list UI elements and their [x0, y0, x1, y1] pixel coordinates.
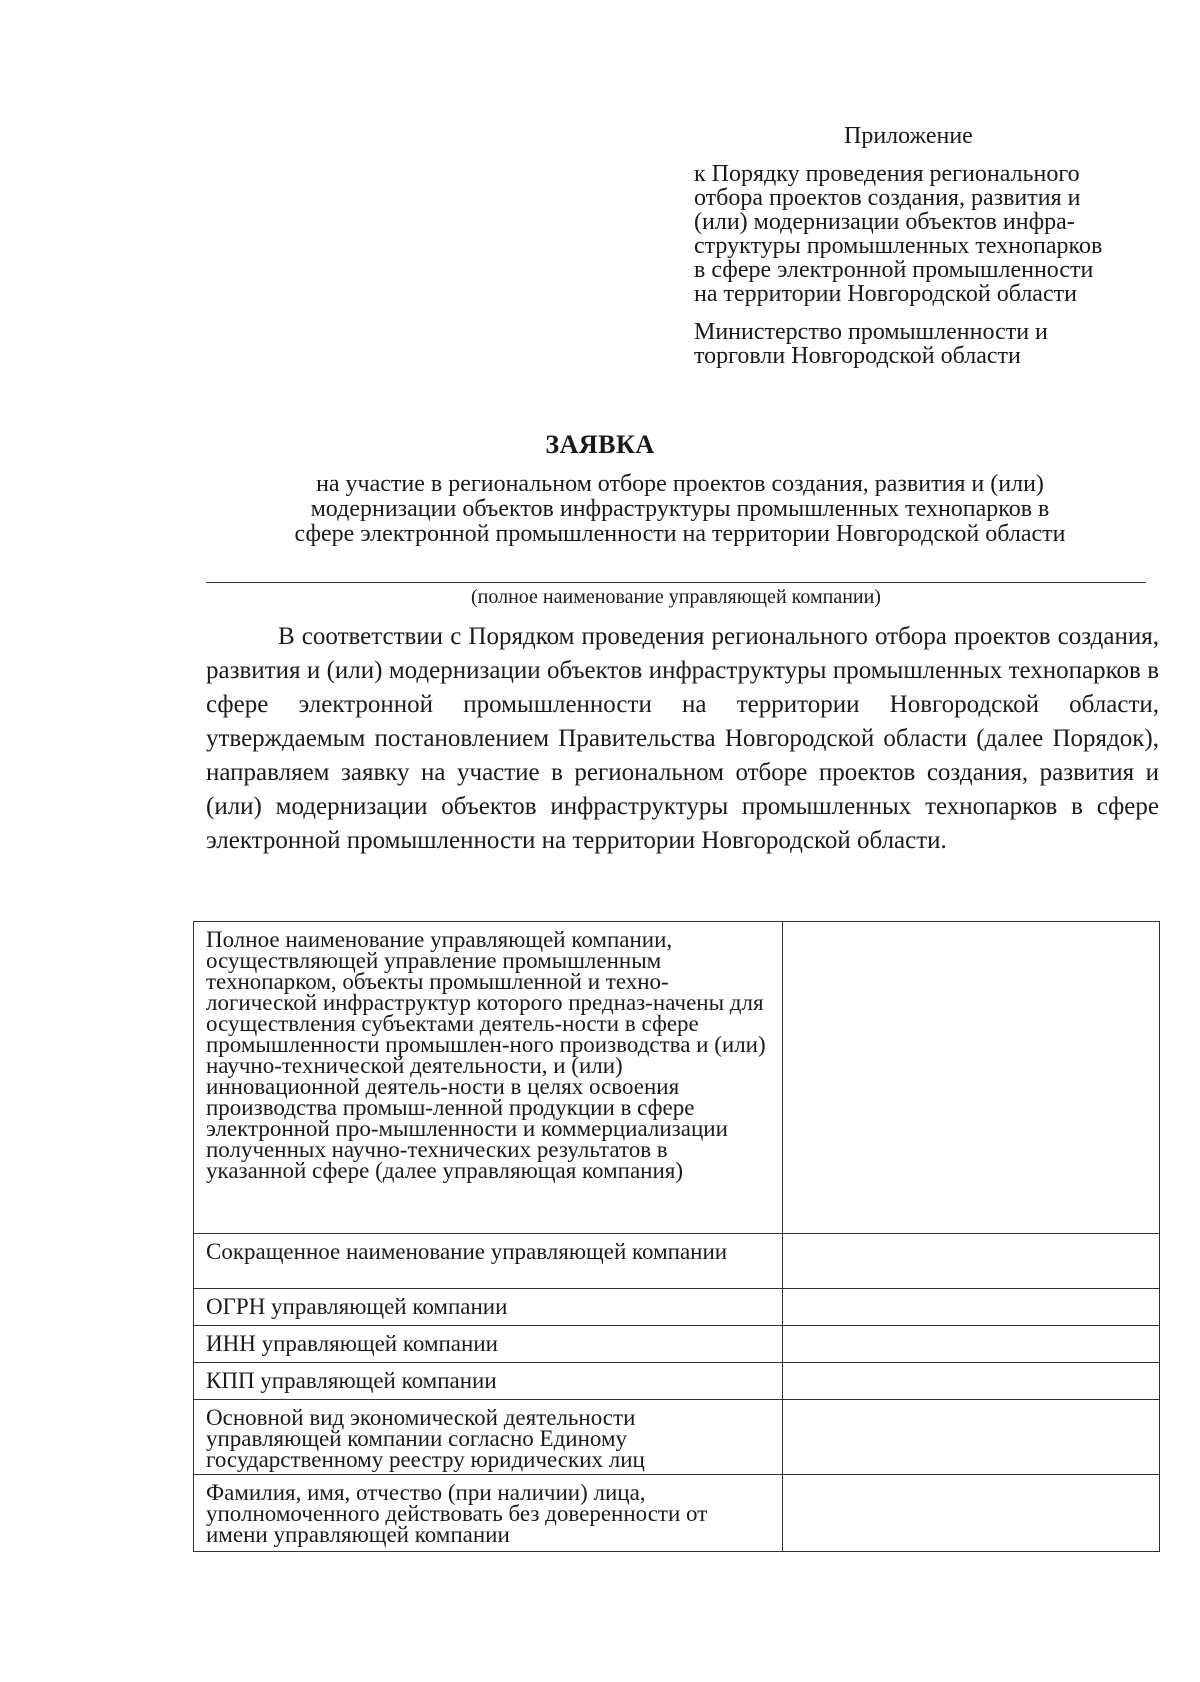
table-row	[194, 1475, 1160, 1552]
document-title: ЗАЯВКА	[545, 430, 655, 459]
row-label-short-name: Сокращенное наименование управляющей компании	[194, 1234, 783, 1289]
row-value-ogrn[interactable]	[782, 1289, 1159, 1326]
row-value-inn[interactable]	[782, 1326, 1159, 1363]
addressee-line: торговли Новгородской области	[694, 343, 1021, 369]
appendix-reference-line: структуры промышленных технопарков	[694, 233, 1103, 259]
appendix-label: Приложение	[844, 123, 973, 149]
appendix-block	[694, 124, 1164, 368]
table-row	[194, 1363, 1160, 1400]
appendix-reference-line: на территории Новгородской области	[694, 281, 1077, 307]
body-paragraph: В соответствии с Порядком проведения регионального отбора проектов создания, развития и (или) модернизации объектов инфраструктуры промышленных технопарков в сфере электронной промышленности на территории Новгородской области, утверждаемым постановлением Правительства Новгородской области (далее Порядок), направляем заявку на участие в региональном отборе проектов создания, развития и (или) модернизации объектов инфраструктуры промышленных технопарков в сфере электронной промышленности на территории Новгородской области.	[206, 623, 1159, 854]
row-value-okved[interactable]	[782, 1400, 1159, 1475]
table-row	[194, 1326, 1160, 1363]
row-label-okved: Основной вид экономической деятельности управляющей компании согласно Единому государственному реестру юридических лиц	[194, 1400, 783, 1475]
appendix-reference-line: в сфере электронной промышленности	[694, 257, 1094, 283]
table-row	[194, 1400, 1160, 1475]
appendix-reference-line: отбора проектов создания, развития и	[694, 185, 1081, 211]
document-subtitle	[210, 472, 1150, 547]
company-name-field-hint: (полное наименование управляющей компании)	[471, 586, 881, 608]
subtitle-line: на участие в региональном отборе проектов создания, развития и (или)	[316, 471, 1044, 497]
row-label-kpp: КПП управляющей компании	[194, 1363, 783, 1400]
appendix-reference-line: (или) модернизации объектов инфра-	[694, 209, 1075, 235]
table-row	[194, 922, 1160, 1234]
appendix-reference	[694, 162, 1164, 306]
row-value-authorized-person[interactable]	[782, 1475, 1159, 1552]
row-value-kpp[interactable]	[782, 1363, 1159, 1400]
row-label-ogrn: ОГРН управляющей компании	[194, 1289, 783, 1326]
subtitle-line: сфере электронной промышленности на территории Новгородской области	[294, 521, 1066, 547]
table-row	[194, 1289, 1160, 1326]
table-row	[194, 1234, 1160, 1289]
company-name-field-line[interactable]	[206, 582, 1146, 583]
row-label-authorized-person: Фамилия, имя, отчество (при наличии) лица, уполномоченного действовать без доверенности от имени управляющей компании	[194, 1475, 783, 1552]
addressee	[694, 320, 1164, 368]
row-label-inn: ИНН управляющей компании	[194, 1326, 783, 1363]
row-value-full-name[interactable]	[782, 922, 1159, 1234]
addressee-line: Министерство промышленности и	[694, 319, 1048, 345]
application-table	[193, 921, 1160, 1552]
row-label-full-name: Полное наименование управляющей компании, осуществляющей управление промышленным технопарком, объекты промышленной и техно-логической инфраструктур которого предназ-начены для осуществления субъектами деятель-ности в сфере промышленности промышлен-ного производства и (или) научно-технической деятельности, и (или) инновационной деятель-ности в целях освоения производства промыш-ленной продукции в сфере электронной про-мышленности и коммерциализации полученных научно-технических результатов в указанной сфере (далее управляющая компания)	[194, 922, 783, 1234]
appendix-reference-line: к Порядку проведения регионального	[694, 161, 1080, 187]
row-value-short-name[interactable]	[782, 1234, 1159, 1289]
subtitle-line: модернизации объектов инфраструктуры промышленных технопарков в	[310, 496, 1050, 522]
